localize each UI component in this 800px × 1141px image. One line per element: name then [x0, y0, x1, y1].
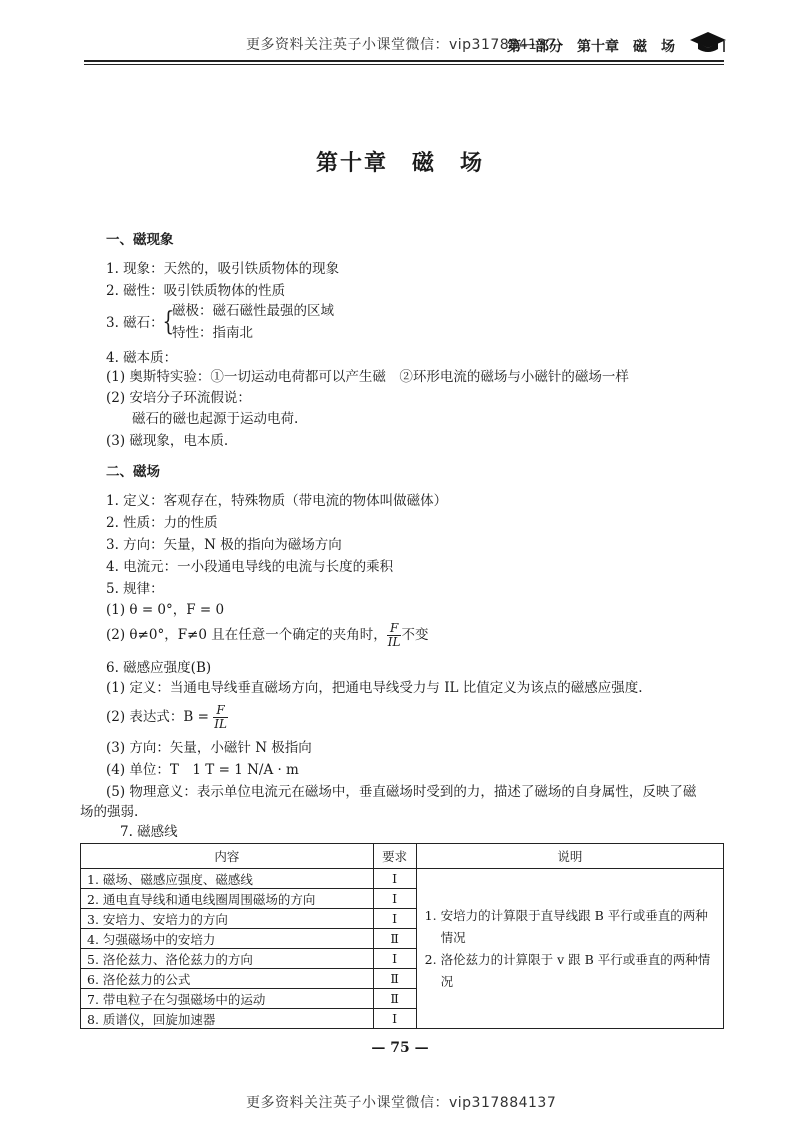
b-physical-meaning: (5) 物理意义：表示单位电流元在磁场中，垂直磁场时受到的力，描述了磁场的自身属性，反映了磁 [106, 784, 697, 800]
b-unit: (4) 单位：T 1 T = 1 N/A · m [106, 762, 299, 778]
table-row [81, 869, 724, 889]
list-item: 2. 性质：力的性质 [106, 515, 218, 531]
row-level: Ⅰ [373, 949, 416, 969]
table-header-row [81, 844, 724, 869]
row-level: Ⅱ [373, 929, 416, 949]
note-number: 2. [424, 951, 437, 967]
rule-2-suffix: 不变 [401, 627, 429, 643]
fraction-f-over-il [387, 622, 402, 649]
rule-2 [106, 622, 428, 649]
fraction-denominator: IL [387, 635, 401, 649]
header-rule [84, 60, 724, 62]
header-content: 内容 [81, 844, 374, 869]
list-item: 磁石的磁也起源于运动电荷. [132, 411, 299, 427]
row-content: 2. 通电直导线和通电线圈周围磁场的方向 [81, 889, 374, 909]
row-content: 3. 安培力、安培力的方向 [81, 909, 374, 929]
row-content: 8. 质谱仪，回旋加速器 [81, 1009, 374, 1029]
magnetism-nature-heading: 4. 磁本质： [106, 350, 178, 366]
b-direction: (3) 方向：矢量，小磁针 N 极指向 [106, 740, 312, 756]
row-content: 1. 磁场、磁感应强度、磁感线 [81, 869, 374, 889]
list-item: (2) 安培分子环流假说： [106, 390, 251, 406]
magnetic-field-lines-heading: 7. 磁感线 [120, 824, 178, 840]
brace-symbol: { [162, 307, 175, 337]
magnet-property-line: 特性：指南北 [172, 325, 253, 341]
header-requirement: 要求 [373, 844, 416, 869]
note-number: 1. [424, 907, 437, 923]
list-item: 1. 现象：天然的，吸引铁质物体的现象 [106, 261, 340, 277]
row-level: Ⅰ [373, 889, 416, 909]
b-expression [106, 704, 228, 731]
row-content: 5. 洛伦兹力、洛伦兹力的方向 [81, 949, 374, 969]
row-content: 4. 匀强磁场中的安培力 [81, 929, 374, 949]
magnet-label: 3. 磁石： [106, 315, 164, 331]
row-level: Ⅰ [373, 909, 416, 929]
watermark-top: 更多资料关注英子小课堂微信：vip317884137 [246, 37, 557, 53]
note-item [425, 949, 715, 993]
list-item: 1. 定义：客观存在，特殊物质（带电流的物体叫做磁体） [106, 493, 448, 509]
row-level: Ⅱ [373, 969, 416, 989]
row-level: Ⅰ [373, 1009, 416, 1029]
section-heading-magnetic-phenomena: 一、磁现象 [106, 232, 174, 248]
page-number: — 75 — [371, 1040, 429, 1056]
header-rule-thin [84, 64, 724, 65]
list-item: (1) 奥斯特实验：①一切运动电荷都可以产生磁 ②环形电流的磁场与小磁针的磁场一样 [106, 369, 629, 385]
row-content: 6. 洛伦兹力的公式 [81, 969, 374, 989]
list-item: 2. 磁性：吸引铁质物体的性质 [106, 283, 286, 299]
page-title: 第十章 磁 场 [315, 150, 484, 176]
rule-2-text: (2) θ≠0°，F≠0 且在任意一个确定的夹角时， [106, 627, 387, 643]
row-content: 7. 带电粒子在匀强磁场中的运动 [81, 989, 374, 1009]
header-notes: 说明 [416, 844, 723, 869]
fraction-numerator: F [387, 622, 402, 636]
fraction-f-over-il [213, 704, 228, 731]
row-level: Ⅰ [373, 869, 416, 889]
row-level: Ⅱ [373, 989, 416, 1009]
list-item: 5. 规律： [106, 581, 164, 597]
graduation-cap-icon [688, 28, 728, 60]
b-expression-text: (2) 表达式：B = [106, 709, 209, 725]
list-item: 3. 方向：矢量，N 极的指向为磁场方向 [106, 537, 342, 553]
requirements-table [80, 843, 724, 1029]
note-item [425, 905, 715, 949]
notes-cell [416, 869, 723, 1029]
fraction-denominator: IL [214, 717, 227, 731]
rule-1: (1) θ = 0°，F = 0 [106, 602, 225, 618]
magnetic-induction-heading: 6. 磁感应强度(B) [106, 660, 212, 676]
note-text: 安培力的计算限于直导线跟 B 平行或垂直的两种情况 [440, 907, 708, 945]
section-heading-magnetic-field: 二、磁场 [106, 464, 160, 480]
fraction-numerator: F [213, 704, 228, 718]
b-physical-meaning-cont: 场的强弱. [80, 804, 139, 820]
list-item: 4. 电流元：一小段通电导线的电流与长度的乘积 [106, 559, 394, 575]
b-definition: (1) 定义：当通电导线垂直磁场方向，把通电导线受力与 IL 比值定义为该点的磁感应强度. [106, 680, 643, 696]
watermark-bottom: 更多资料关注英子小课堂微信：vip317884137 [246, 1095, 557, 1111]
header-section: 第一部分 第十章 磁 场 [507, 39, 675, 55]
note-text: 洛伦兹力的计算限于 v 跟 B 平行或垂直的两种情况 [440, 951, 711, 989]
list-item: (3) 磁现象，电本质. [106, 433, 229, 449]
magnet-pole-line: 磁极：磁石磁性最强的区域 [172, 303, 334, 319]
